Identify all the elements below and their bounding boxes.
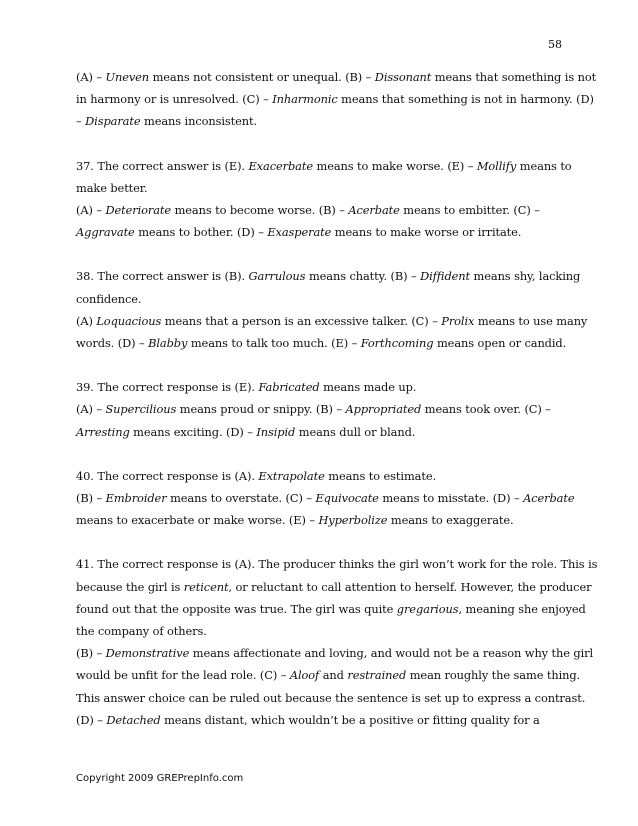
- page-number: 58: [548, 38, 562, 51]
- text-run: means that something is not in harmony. (D): [337, 92, 594, 107]
- text-line: [76, 398, 576, 420]
- text-run: (A) –: [76, 402, 106, 417]
- italic-term: Acerbate: [348, 203, 400, 218]
- text-run: would be unfit for the lead role. (C) –: [76, 668, 290, 683]
- italic-term: Equivocate: [315, 491, 379, 506]
- text-run: means that a person is an excessive talker. (C) –: [161, 313, 442, 328]
- italic-term: restrained: [347, 668, 407, 683]
- text-run: (B) –: [76, 491, 106, 506]
- text-run: (A): [76, 313, 97, 328]
- text-line: [76, 332, 576, 354]
- text-run: (A) –: [76, 70, 106, 84]
- italic-term: Aloof: [289, 668, 320, 683]
- italic-term: Inharmonic: [272, 92, 338, 107]
- text-run: means to: [516, 158, 572, 173]
- text-run: words. (D) –: [76, 336, 149, 351]
- text-line: [76, 487, 576, 509]
- answer-paragraph: [76, 155, 576, 244]
- answer-paragraph: [76, 465, 576, 532]
- text-run: means to misstate. (D) –: [378, 491, 524, 506]
- text-run: 38. The correct answer is (B).: [76, 269, 249, 284]
- text-run: make better.: [76, 180, 148, 195]
- text-line: [76, 709, 576, 731]
- italic-term: Detached: [106, 712, 161, 727]
- text-run: means open or candid.: [433, 336, 567, 351]
- text-line: [76, 598, 586, 620]
- italic-term: Prolix: [441, 313, 475, 328]
- text-run: , or reluctant to call attention to herself. However, the producer: [228, 579, 592, 594]
- text-run: means to make worse or irritate.: [331, 225, 522, 240]
- text-run: means to embitter. (C) –: [399, 203, 540, 218]
- answer-paragraph: [76, 66, 597, 133]
- answer-paragraph: [76, 553, 598, 731]
- text-run: and: [319, 668, 348, 683]
- text-line: [76, 199, 576, 221]
- text-run: means proud or snippy. (B) –: [176, 402, 346, 417]
- text-run: 41. The correct response is (A). The producer thinks the girl won’t work for the role. This is: [76, 557, 598, 572]
- text-run: means to become worse. (B) –: [171, 203, 349, 218]
- italic-term: gregarious: [396, 601, 459, 616]
- text-run: 40. The correct response is (A).: [76, 468, 259, 483]
- text-run: means dull or bland.: [295, 424, 416, 439]
- text-run: the company of others.: [76, 624, 207, 639]
- answer-paragraph: [76, 265, 588, 354]
- text-run: means to estimate.: [324, 468, 436, 483]
- text-run: found out that the opposite was true. The girl was quite: [76, 601, 397, 616]
- text-line: [76, 576, 592, 598]
- text-run: means to bother. (D) –: [134, 225, 268, 240]
- text-run: means made up.: [319, 380, 417, 395]
- italic-term: Embroider: [105, 491, 167, 506]
- text-line: [76, 664, 581, 686]
- text-run: means chatty. (B) –: [305, 269, 421, 284]
- text-run: because the girl is: [76, 579, 184, 594]
- italic-term: Dissonant: [374, 70, 432, 84]
- italic-term: Disparate: [85, 114, 141, 129]
- italic-term: Garrulous: [248, 269, 306, 284]
- text-run: means to make worse. (E) –: [312, 158, 477, 173]
- italic-term: Exacerbate: [248, 158, 313, 173]
- text-run: means affectionate and loving, and would not be a reason why the girl: [189, 646, 594, 661]
- text-line: [76, 265, 581, 287]
- text-run: (B) –: [76, 646, 106, 661]
- text-line: [76, 553, 598, 575]
- text-run: means that something is not: [431, 70, 597, 84]
- text-run: This answer choice can be ruled out because the sentence is set up to express a contrast.: [76, 690, 586, 705]
- italic-term: Appropriated: [345, 402, 422, 417]
- text-line: [76, 376, 576, 398]
- text-line: [76, 66, 597, 88]
- italic-term: Aggravate: [76, 225, 135, 240]
- document-body: [76, 66, 598, 731]
- text-run: 39. The correct response is (E).: [76, 380, 259, 395]
- text-run: (A) –: [76, 203, 106, 218]
- italic-term: Fabricated: [258, 380, 320, 395]
- answer-paragraph: [76, 376, 576, 443]
- text-run: means took over. (C) –: [421, 402, 551, 417]
- italic-term: Arresting: [76, 424, 130, 439]
- italic-term: Forthcoming: [360, 336, 434, 351]
- text-line: [76, 221, 576, 243]
- italic-term: Blabby: [148, 336, 188, 351]
- text-run: means to talk too much. (E) –: [187, 336, 361, 351]
- text-run: means distant, which wouldn’t be a positive or fitting quality for a: [160, 712, 540, 727]
- text-run: means shy, lacking: [470, 269, 581, 284]
- text-line: [76, 288, 576, 310]
- italic-term: Acerbate: [523, 491, 575, 506]
- text-run: means inconsistent.: [140, 114, 257, 129]
- text-run: means to exaggerate.: [387, 513, 514, 528]
- text-line: [76, 642, 594, 664]
- italic-term: Uneven: [105, 70, 150, 84]
- italic-term: Insipid: [256, 424, 296, 439]
- text-line: [76, 310, 588, 332]
- text-run: confidence.: [76, 291, 142, 306]
- text-run: mean roughly the same thing.: [406, 668, 581, 683]
- italic-term: Demonstrative: [105, 646, 190, 661]
- text-line: [76, 509, 576, 531]
- text-run: , meaning she enjoyed: [458, 601, 586, 616]
- text-run: –: [76, 114, 86, 129]
- text-line: [76, 177, 576, 199]
- italic-term: reticent: [183, 579, 229, 594]
- text-line: [76, 620, 576, 642]
- text-run: means exciting. (D) –: [129, 424, 257, 439]
- text-line: [76, 421, 576, 443]
- text-run: 37. The correct answer is (E).: [76, 158, 249, 173]
- italic-term: Hyperbolize: [318, 513, 388, 528]
- italic-term: Loquacious: [96, 313, 162, 328]
- text-run: means to use many: [474, 313, 588, 328]
- italic-term: Supercilious: [105, 402, 177, 417]
- text-line: [76, 110, 576, 132]
- text-line: [76, 465, 576, 487]
- text-line: [76, 687, 586, 709]
- text-run: means to overstate. (C) –: [166, 491, 316, 506]
- text-line: [76, 155, 576, 177]
- italic-term: Mollify: [476, 158, 517, 173]
- text-run: means not consistent or unequal. (B) –: [149, 70, 375, 84]
- italic-term: Extrapolate: [258, 468, 325, 483]
- italic-term: Diffident: [420, 269, 471, 284]
- italic-term: Deteriorate: [105, 203, 172, 218]
- text-run: (D) –: [76, 712, 107, 727]
- text-line: [76, 88, 594, 110]
- italic-term: Exasperate: [267, 225, 332, 240]
- copyright-footer: Copyright 2009 GREPrepInfo.com: [76, 773, 244, 784]
- text-run: means to exacerbate or make worse. (E) –: [76, 513, 319, 528]
- text-run: in harmony or is unresolved. (C) –: [76, 92, 273, 107]
